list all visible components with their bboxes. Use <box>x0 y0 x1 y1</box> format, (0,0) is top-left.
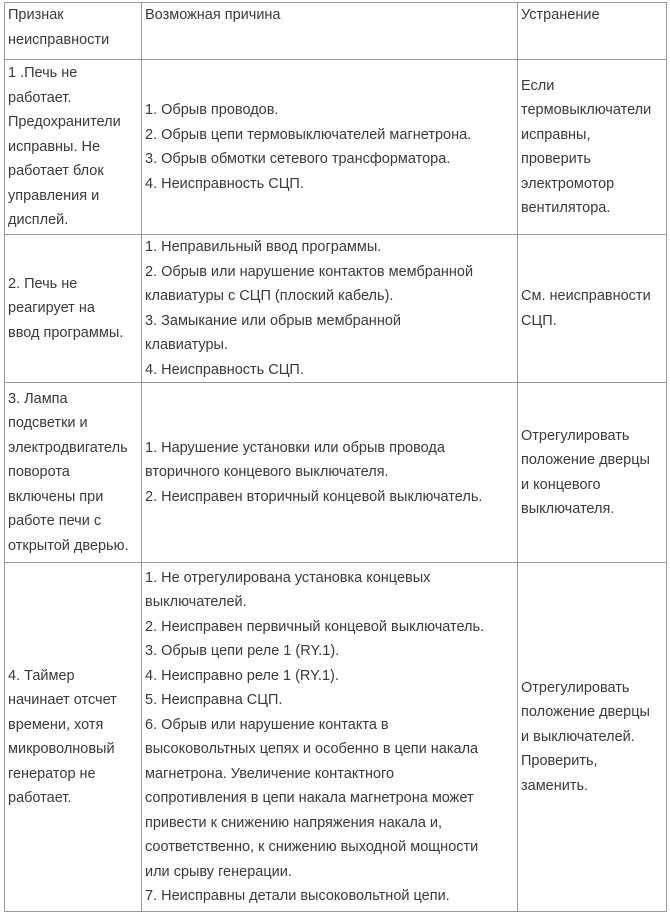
cell-text-line: 4. Неисправно реле 1 (RY.1). <box>145 667 339 684</box>
cell-text-line: привести к снижению напряжения накала и, <box>145 814 443 831</box>
cell-text-line: Если <box>521 77 555 94</box>
cell-text-line: исправны, <box>521 126 591 143</box>
cell-text-line: 2. Печь не <box>8 275 78 292</box>
cell-text-line: исправны. Не <box>8 138 101 155</box>
cell-text-line: сопротивления в цепи накала магнетрона может <box>145 790 474 806</box>
cell-text-line: электродвигатель <box>8 439 128 456</box>
remedy-cell <box>518 235 667 383</box>
cell-text-line: 1. Нарушение установки или обрыв провода <box>145 439 445 456</box>
cell-text-line: заменить. <box>521 777 589 794</box>
cell-text-line: 3. Замыкание или обрыв мембранной <box>145 312 401 329</box>
cell-text-line: термовыключатели <box>521 102 652 118</box>
cell-text-line: и выключателей. <box>521 728 635 745</box>
cell-text-line: 6. Обрыв или нарушение контакта в <box>145 716 389 733</box>
cell-text-line: генератор не <box>8 765 96 782</box>
remedy-cell <box>518 383 667 563</box>
cell-text-line: работает. <box>8 790 72 806</box>
cell-text-line: соответственно, к снижению выходной мощности <box>145 839 479 855</box>
cell-text-line: электромотор <box>521 175 615 192</box>
table-row <box>5 60 667 235</box>
cell-text-line: или срыву генерации. <box>145 863 292 880</box>
header-cause <box>142 3 518 60</box>
cell-text-line: 4. Таймер <box>8 667 75 684</box>
cell-text-line: положение дверцы <box>521 452 650 468</box>
table-row <box>5 383 667 563</box>
cell-text-line: и концевого <box>521 476 601 493</box>
cell-text-line: ввод программы. <box>8 324 124 341</box>
table-row <box>5 563 667 912</box>
table-header-row <box>5 3 667 60</box>
cell-text-line: вентилятора. <box>521 200 611 216</box>
cell-text-line: 1. Обрыв проводов. <box>145 102 279 118</box>
cell-text-line: 4. Неисправность СЦП. <box>145 361 304 378</box>
cell-text-line: реагирует на <box>8 300 95 317</box>
cell-text-line: Признак <box>8 7 64 23</box>
cell-text-line: клавиатуры с СЦП (плоский кабель). <box>145 288 394 304</box>
symptom-cell <box>5 60 142 235</box>
cell-text-line: выключателей. <box>145 594 247 610</box>
cell-text-line: 1 .Печь не <box>8 65 78 82</box>
cell-text-line: клавиатуры. <box>145 337 228 353</box>
cell-text-line: проверить <box>521 151 591 167</box>
cell-text-line: 4. Неисправность СЦП. <box>145 175 304 192</box>
cause-cell <box>142 563 518 912</box>
cell-text-line: вторичного концевого выключателя. <box>145 464 389 481</box>
cell-text-line: времени, хотя <box>8 716 104 733</box>
symptom-cell <box>5 383 142 563</box>
cell-text-line: работает блок <box>8 163 104 180</box>
cell-text-line: 3. Обрыв цепи реле 1 (RY.1). <box>145 643 340 659</box>
troubleshooting-table <box>4 2 667 912</box>
cell-text-line: неисправности <box>8 31 110 48</box>
cell-text-line: 1. Не отрегулирована установка концевых <box>145 569 431 586</box>
cell-text-line: микроволновый <box>8 741 115 757</box>
cell-text-line: 7. Неисправны детали высоковольтной цепи. <box>145 888 450 904</box>
symptom-cell <box>5 235 142 383</box>
cause-cell <box>142 60 518 235</box>
cell-text-line: открытой дверью. <box>8 537 129 554</box>
cell-text-line: 3. Лампа <box>8 390 68 407</box>
header-remedy <box>518 3 667 60</box>
header-symptom <box>5 3 142 60</box>
cause-cell <box>142 235 518 383</box>
cause-cell <box>142 383 518 563</box>
symptom-cell <box>5 563 142 912</box>
cell-text-line: 3. Обрыв обмотки сетевого трансформатора. <box>145 151 451 167</box>
cell-text-line: 2. Неисправен первичный концевой выключатель. <box>145 618 485 635</box>
cell-text-line: включены при <box>8 488 104 505</box>
cell-text-line: высоковольтных цепях и особенно в цепи накала <box>145 741 479 757</box>
cell-text-line: подсветки и <box>8 415 88 432</box>
cell-text-line: магнетрона. Увеличение контактного <box>145 765 395 782</box>
cell-text-line: дисплей. <box>8 212 69 229</box>
cell-text-line: Проверить, <box>521 753 598 770</box>
cell-text-line: 2. Неисправен вторичный концевой выключатель. <box>145 488 483 505</box>
remedy-cell <box>518 563 667 912</box>
cell-text-line: Отрегулировать <box>521 427 630 444</box>
cell-text-line: См. неисправности <box>521 288 651 304</box>
cell-text-line: положение дверцы <box>521 704 650 721</box>
cell-text-line: Отрегулировать <box>521 679 630 696</box>
cell-text-line: начинает отсчет <box>8 692 117 708</box>
cell-text-line: поворота <box>8 464 70 481</box>
table-row <box>5 235 667 383</box>
cell-text-line: выключателя. <box>521 501 615 517</box>
cell-text-line: работе печи с <box>8 513 102 530</box>
cell-text-line: Устранение <box>521 7 600 23</box>
cell-text-line: работает. <box>8 89 72 106</box>
cell-text-line: Предохранители <box>8 114 121 131</box>
cell-text-line: СЦП. <box>521 312 557 329</box>
cell-text-line: управления и <box>8 187 100 204</box>
cell-text-line: 5. Неисправна СЦП. <box>145 692 283 708</box>
cell-text-line: 1. Неправильный ввод программы. <box>145 239 382 255</box>
remedy-cell <box>518 60 667 235</box>
cell-text-line: Возможная причина <box>145 7 281 23</box>
cell-text-line: 2. Обрыв или нарушение контактов мембранной <box>145 263 474 280</box>
cell-text-line: 2. Обрыв цепи термовыключателей магнетрона. <box>145 126 472 143</box>
